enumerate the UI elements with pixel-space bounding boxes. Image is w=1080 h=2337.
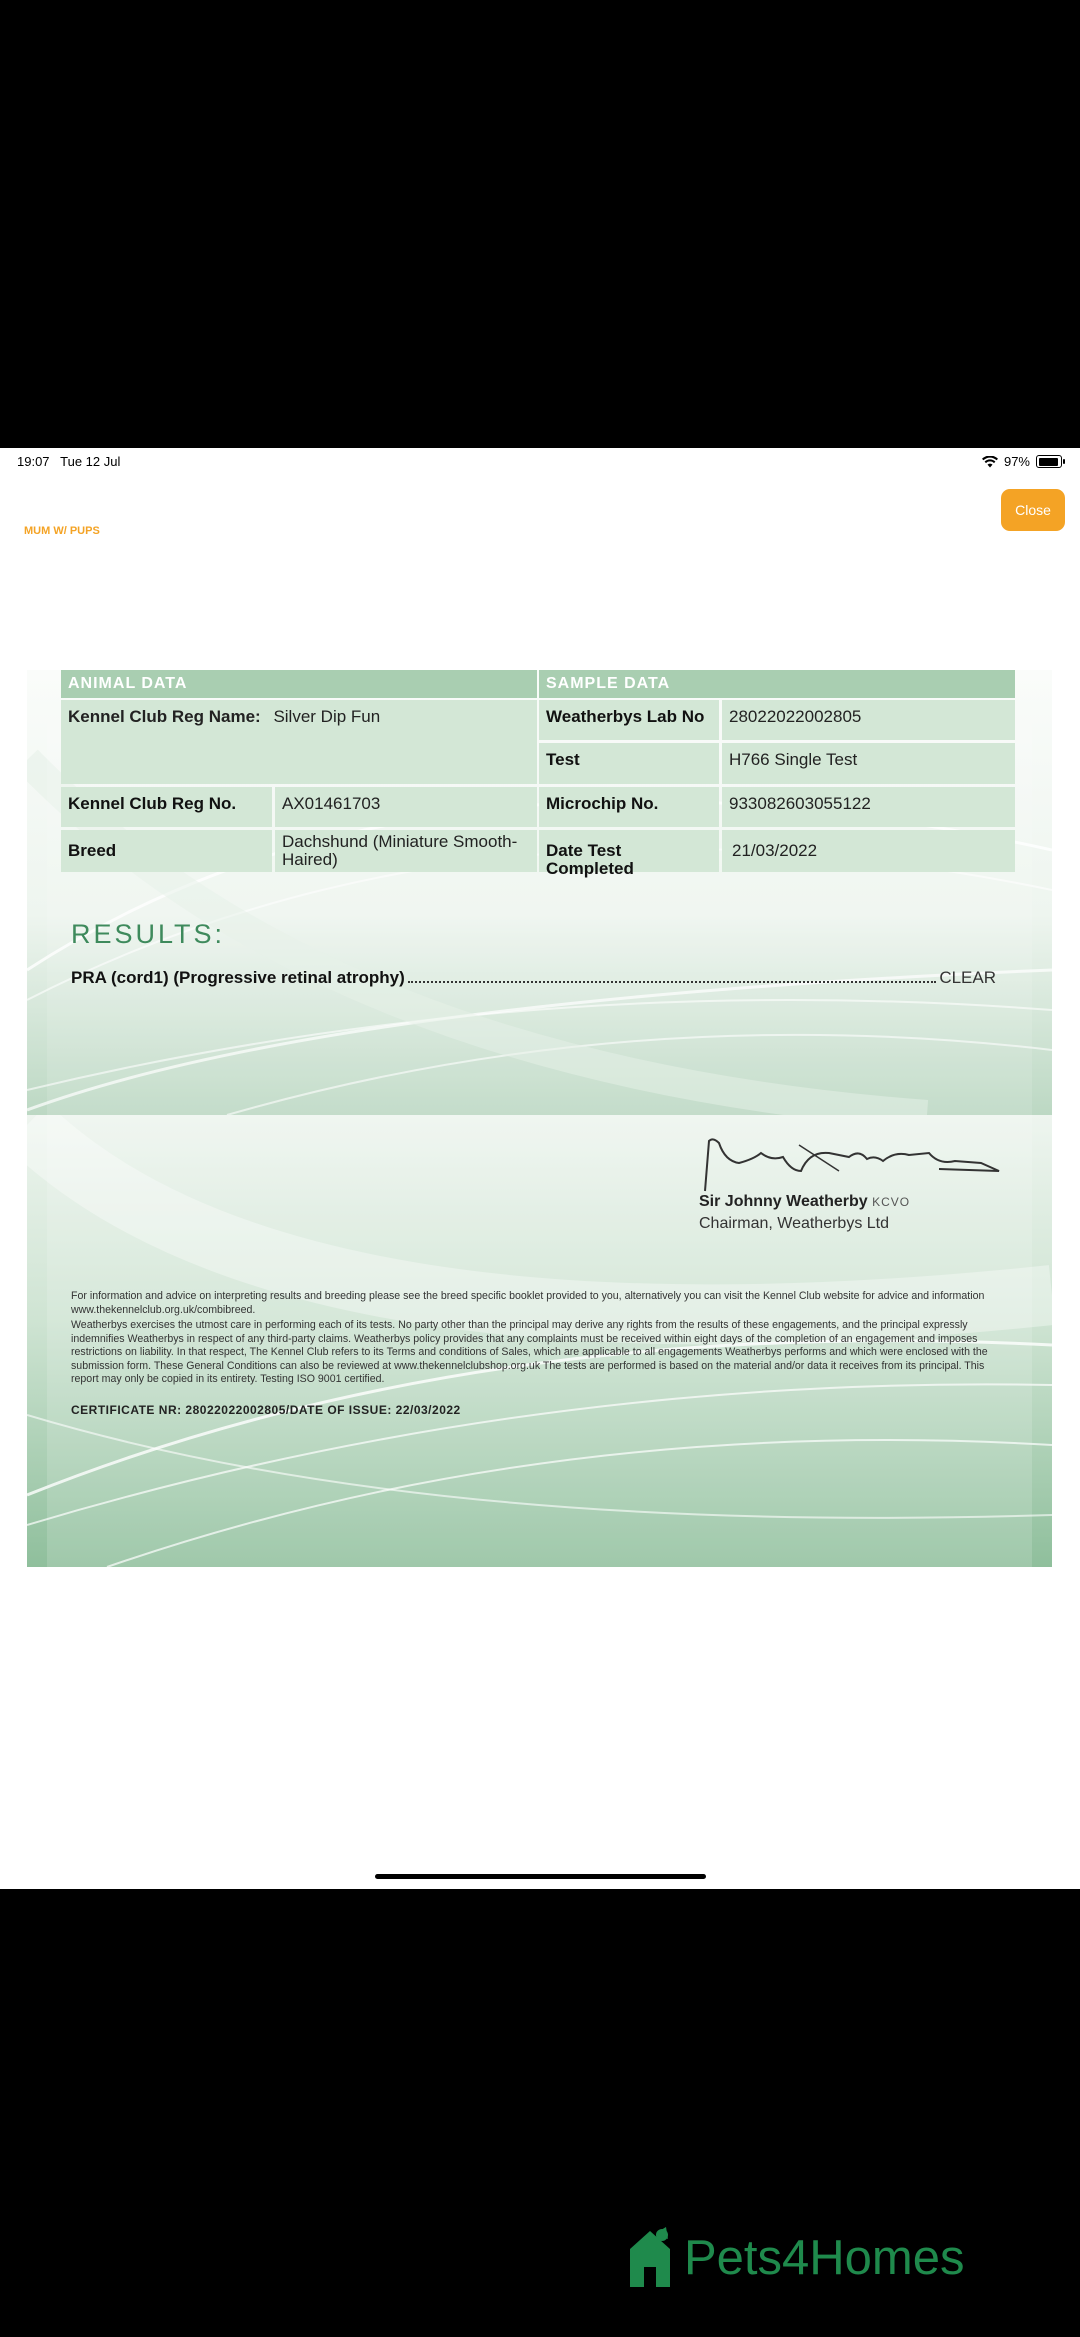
reg-no-value: AX01461703 — [275, 787, 537, 827]
battery-level — [1039, 458, 1058, 466]
close-button[interactable]: Close — [1001, 489, 1065, 531]
test-label: Test — [539, 743, 719, 784]
listing-tag[interactable]: MUM W/ PUPS — [24, 525, 100, 537]
reg-name-value: Silver Dip Fun — [273, 707, 381, 726]
reg-no-label: Kennel Club Reg No. — [61, 787, 272, 827]
battery-percent: 97% — [1003, 454, 1030, 469]
lab-no-value: 28022022002805 — [722, 700, 1015, 740]
results-title: RESULTS: — [71, 919, 226, 949]
date-completed-label: Date Test Completed — [539, 830, 719, 872]
result-test-name: PRA (cord1) (Progressive retinal atrophy) — [71, 968, 405, 987]
fine-print-terms: Weatherbys exercises the utmost care in performing each of its tests. No party other than the principal may derive any rights from the results of these engagements, and the principal expressly indemnifies Weatherbys in respect of any third-party claims. Weatherbys policy provides that any complaints must be received within eight days of the completion of an engagement and imposes restrictions on liability. In that respect, The Kennel Club refers to its Terms and conditions of Sales, which are applicable to all engagements Weatherbys performs and which were enclosed with the submission form. These General Conditions can also be reviewed at www.thekennelclubshop.org.uk The tests are performed is based on the material and/or data it receives from its principal. This report may only be copied in its entirety. Testing ISO 9001 certified. — [71, 1319, 988, 1385]
home-indicator[interactable] — [375, 1874, 706, 1879]
fine-print — [71, 1290, 1009, 1389]
battery-icon — [1036, 455, 1062, 468]
app-screen — [0, 448, 1080, 1889]
wifi-icon — [982, 456, 998, 468]
signatory-suffix: KCVO — [872, 1195, 911, 1209]
certificate-number: CERTIFICATE NR: 28022022002805/DATE OF ISSUE: 22/03/2022 — [71, 1403, 461, 1417]
sample-data-heading: SAMPLE DATA — [539, 670, 1015, 698]
breed-label: Breed — [61, 830, 272, 872]
microchip-label: Microchip No. — [539, 787, 719, 827]
certificate-data — [27, 670, 1052, 1115]
certificate-lower — [27, 1115, 1052, 1567]
signatory-title: Chairman, Weatherbys Ltd — [699, 1215, 890, 1232]
breed-value: Dachshund (Miniature Smooth-Haired) — [275, 830, 537, 872]
status-bar — [0, 448, 1080, 492]
lab-no-label: Weatherbys Lab No — [539, 700, 719, 740]
status-date: Tue 12 Jul — [60, 454, 121, 469]
pets4homes-logo-icon — [626, 2225, 674, 2291]
microchip-value: 933082603055122 — [722, 787, 1015, 827]
animal-data-heading: ANIMAL DATA — [61, 670, 537, 698]
brand-name: Pets4Homes — [684, 2231, 965, 2285]
reg-name-cell — [61, 700, 537, 784]
reg-name-label: Kennel Club Reg Name: — [68, 707, 261, 726]
date-completed-value: 21/03/2022 — [722, 830, 1015, 872]
status-clock — [17, 454, 120, 469]
status-time: 19:07 — [17, 454, 50, 469]
brand-watermark — [626, 2225, 965, 2291]
result-leader-dots — [408, 981, 937, 983]
test-value: H766 Single Test — [722, 743, 1015, 784]
signatory-name-text: Sir Johnny Weatherby — [699, 1193, 868, 1210]
result-row — [71, 968, 996, 988]
fine-print-advice: For information and advice on interpreting results and breeding please see the breed specific booklet provided to you, alternatively you can visit the Kennel Club website for advice and information www.thekennelclub.org.uk/combibreed. — [71, 1290, 985, 1316]
status-indicators — [982, 454, 1062, 469]
result-status: CLEAR — [939, 968, 996, 987]
signatory-name — [699, 1193, 910, 1211]
